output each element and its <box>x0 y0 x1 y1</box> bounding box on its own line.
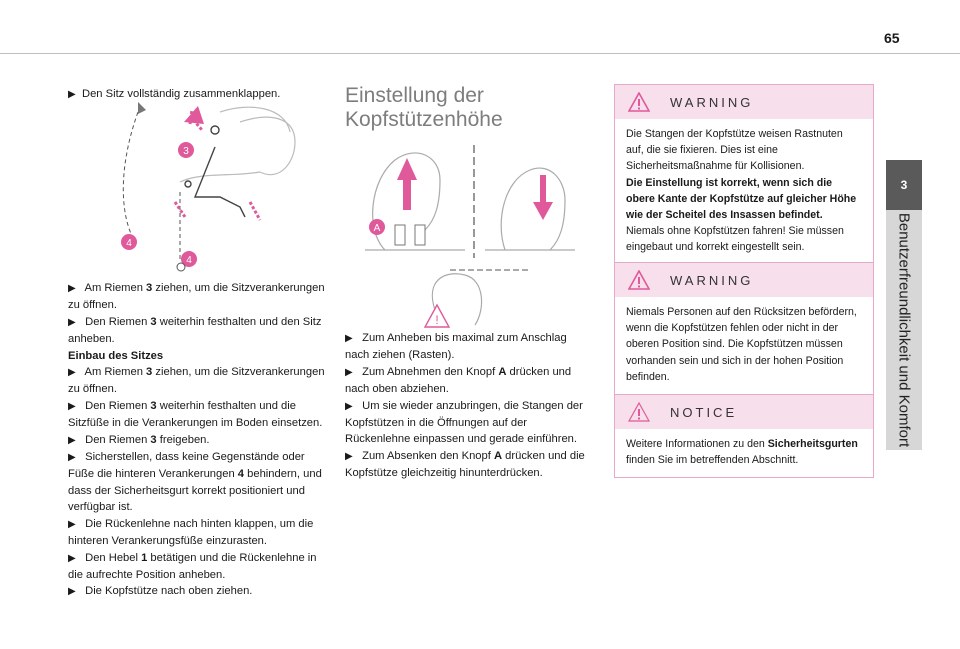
header-divider <box>0 53 960 54</box>
warning-icon <box>628 270 650 290</box>
notice-title: NOTICE <box>670 404 738 420</box>
warning-icon <box>628 92 650 112</box>
step-text: behindern, und dass der Sicherheitsgurt korrekt positioniert und verfügbar ist. <box>68 468 322 514</box>
step <box>345 448 585 482</box>
notice-link-text: Sicherheitsgurten <box>767 438 858 450</box>
callout-a-label: A <box>373 223 381 234</box>
intro-text: Den Sitz vollständig zusammenklappen. <box>82 88 281 100</box>
seat-back-outline <box>240 117 295 174</box>
callout-4-right-label: 4 <box>186 255 192 266</box>
step <box>68 516 330 550</box>
notice-body <box>615 429 873 477</box>
step-text: weiterhin festhalten und den Sitz anheben. <box>68 315 322 346</box>
warning-text: Niemals ohne Kopfstützen fahren! Sie müssen eingebaut und korrekt eingestellt sein. <box>626 225 844 254</box>
step-text: drücken und die Kopfstütze gleichzeitig hinunterdrücken. <box>345 449 585 480</box>
heading-line: Kopfstützenhöhe <box>345 108 503 131</box>
step <box>68 398 330 432</box>
bullet-icon: ▶ <box>68 552 76 564</box>
step-ref: A <box>498 365 507 378</box>
subheading: Einbau des Sitzes <box>68 349 164 362</box>
step-ref: 3 <box>146 282 153 294</box>
step-text: ziehen, um die Sitzverankerungen zu öffnen. <box>68 282 325 312</box>
notice-text <box>626 436 863 468</box>
step-text: betätigen und die Rückenlehne in die aufrechte Position anheben. <box>68 551 317 581</box>
warning-box-2 <box>614 262 874 395</box>
notice-box <box>614 394 874 478</box>
step-text: ziehen, um die Sitzverankerungen zu öffnen. <box>68 366 325 396</box>
headrest-rod <box>415 225 425 245</box>
step <box>68 364 330 398</box>
headrest-steps <box>345 330 585 482</box>
step-ref: 1 <box>141 551 148 564</box>
headrest-right-outline <box>501 168 565 250</box>
arrow-head-icon <box>184 106 204 124</box>
bullet-icon: ▶ <box>68 89 76 100</box>
occupant-head-outline <box>432 274 481 325</box>
bullet-icon: ▶ <box>68 400 76 412</box>
bottom-anchor-icon <box>177 263 185 271</box>
step-ref: 3 <box>146 366 153 379</box>
chapter-title: Benutzerfreundlichkeit und Komfort <box>895 212 913 448</box>
warning-text: Niemals Personen auf den Rücksitzen befördern, wenn die Kopfstützen fehlen oder nicht in der oberen Position sind. Die Kopfstützen müssen vorhanden sein und sich in der hohen Position befinden. <box>626 306 857 383</box>
bullet-icon: ▶ <box>68 452 76 464</box>
warning-body <box>615 119 873 265</box>
notice-text-b: finden Sie im betreffenden Abschnitt. <box>626 454 799 467</box>
step-text: Zum Anheben bis maximal zum Anschlag nach ziehen (Rasten). <box>345 332 567 362</box>
heading-line: Einstellung der <box>345 84 484 107</box>
step-text: drücken und nach oben abziehen. <box>345 365 572 396</box>
step <box>68 449 330 516</box>
step-text: Den Hebel <box>82 551 142 564</box>
seat-folding-illustration <box>120 102 300 272</box>
step-text: Die Rückenlehne nach hinten klappen, um die hinteren Verankerungsfüße einzurasten. <box>68 517 314 548</box>
bullet-icon: ▶ <box>68 367 76 379</box>
bullet-icon: ▶ <box>68 316 76 328</box>
step-ref: 3 <box>150 399 157 412</box>
step <box>68 432 330 449</box>
install-steps <box>68 364 330 601</box>
warning-body <box>615 297 873 394</box>
warning-header <box>615 263 873 297</box>
step <box>68 280 330 314</box>
page-number: 65 <box>884 30 900 46</box>
warning-emphasis: Die Einstellung ist korrekt, wenn sich die obere Kante der Kopfstütze auf gleicher Höhe wie der Scheitel des Insassen befindet. <box>626 176 857 222</box>
notice-header <box>615 395 873 429</box>
warning-title: WARNING <box>670 94 754 110</box>
warning-box-1 <box>614 84 874 266</box>
step-ref: 3 <box>150 315 157 328</box>
left-column <box>68 86 330 103</box>
warning-title: WARNING <box>670 272 754 288</box>
step-text: Zum Abnehmen den Knopf <box>359 365 499 378</box>
step-text: Zum Absenken den Knopf <box>359 449 494 462</box>
anchor-point <box>185 181 191 187</box>
step-text: Am Riemen <box>82 282 147 294</box>
step <box>68 550 330 584</box>
step-text: Den Riemen <box>82 433 151 446</box>
step-text: Sicherstellen, dass keine Gegenstände oder Füße die hinteren Verankerungen <box>68 451 305 481</box>
left-steps <box>68 280 330 601</box>
step-text: freigeben. <box>156 433 210 446</box>
step-text: Den Riemen <box>82 315 151 328</box>
raise-arrow-icon <box>397 158 417 210</box>
step-ref: 4 <box>237 468 245 481</box>
release-arrows-icon <box>175 202 260 220</box>
step <box>345 398 585 448</box>
step <box>68 583 330 600</box>
bullet-icon: ▶ <box>68 518 76 530</box>
step-text: weiterhin festhalten und die Sitzfüße in die Verankerungen im Boden einsetzen. <box>68 399 323 430</box>
bullet-icon: ▶ <box>68 283 76 294</box>
bullet-icon: ▶ <box>345 400 353 412</box>
warning-exclamation: ! <box>435 313 439 327</box>
step <box>345 330 585 364</box>
warning-header <box>615 85 873 119</box>
headrest-illustration <box>345 140 585 330</box>
bullet-icon: ▶ <box>345 366 353 378</box>
bullet-icon: ▶ <box>345 450 353 462</box>
strap-line <box>195 147 245 217</box>
step-ref: 3 <box>150 433 157 446</box>
step-text: Um sie wieder anzubringen, die Stangen der Kopfstützen in die Öffnungen auf der Rückenlehne einpassen und gerade einführen. <box>345 399 583 446</box>
step <box>345 364 585 398</box>
callout-3-label: 3 <box>183 146 189 157</box>
top-anchor-icon <box>138 102 146 114</box>
section-heading <box>345 84 585 132</box>
step-text: Am Riemen <box>82 366 147 379</box>
notice-text-a: Weitere Informationen zu den <box>626 438 768 450</box>
latch-icon <box>211 126 219 134</box>
bullet-icon: ▶ <box>345 333 353 344</box>
callout-4-left-label: 4 <box>126 238 132 249</box>
warning-text: Die Stangen der Kopfstütze weisen Rastnuten auf, die sie fixieren. Dies ist eine Sicherheitsmaßnahme für Kollisionen. <box>626 128 843 173</box>
notice-icon <box>628 402 650 422</box>
step-text: Den Riemen <box>82 399 151 412</box>
chapter-tab[interactable]: 3 <box>886 160 922 210</box>
bullet-icon: ▶ <box>68 586 76 598</box>
dashed-path-left <box>123 112 138 242</box>
intro-step <box>68 86 330 103</box>
step-ref: A <box>493 449 503 462</box>
headrest-rod <box>395 225 405 245</box>
lower-arrow-icon <box>533 175 553 220</box>
step-text: Die Kopfstütze nach oben ziehen. <box>82 585 253 598</box>
step <box>68 314 330 348</box>
bullet-icon: ▶ <box>68 434 76 446</box>
